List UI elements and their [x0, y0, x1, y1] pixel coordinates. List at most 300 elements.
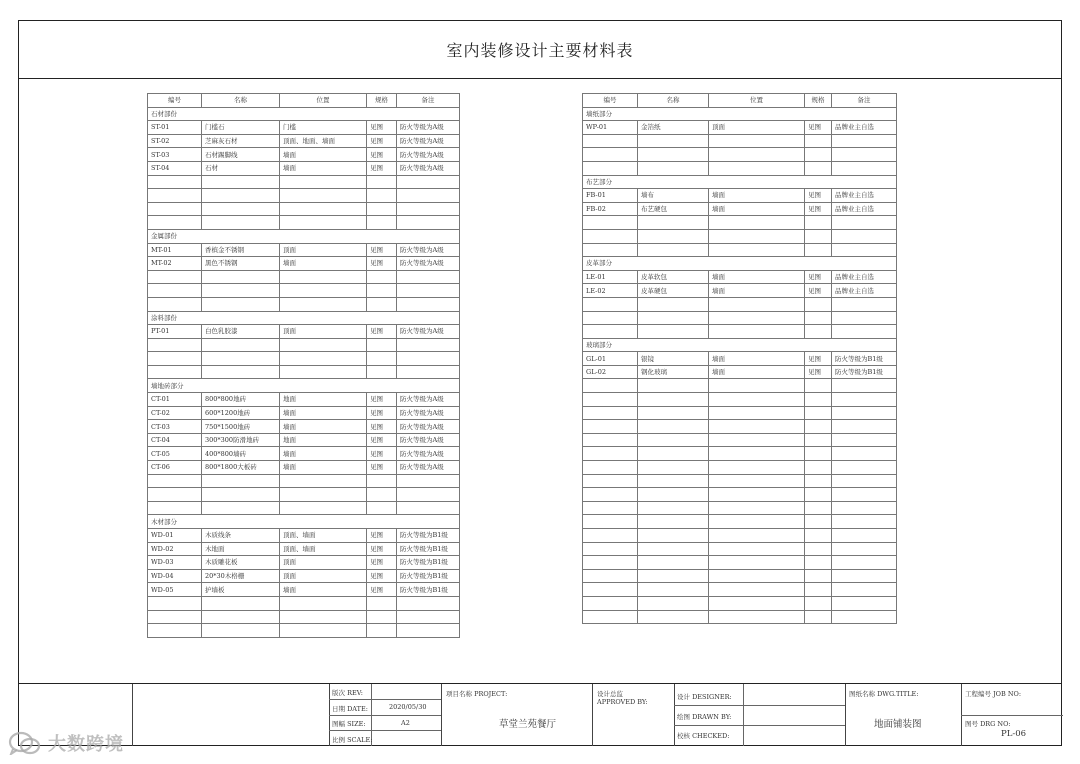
table-row — [148, 420, 460, 434]
column-header: 备注 — [832, 94, 897, 108]
empty-cell — [709, 297, 805, 311]
table-cell: 门槛 — [280, 121, 367, 135]
table-cell: 防火等级为B1级 — [397, 583, 460, 597]
table-cell: 顶面、地面、墙面 — [280, 134, 367, 148]
empty-cell — [805, 515, 832, 529]
blank-row — [148, 202, 460, 216]
empty-cell — [583, 148, 638, 162]
empty-cell — [832, 501, 897, 515]
table-cell: 800*1800大板砖 — [202, 461, 280, 475]
section-row — [148, 107, 460, 121]
blank-row — [583, 542, 897, 556]
empty-cell — [583, 596, 638, 610]
blank-row — [148, 189, 460, 203]
table-cell: 品牌业主自选 — [832, 284, 897, 298]
empty-cell — [638, 556, 709, 570]
table-cell: 木质线条 — [202, 529, 280, 543]
empty-cell — [367, 488, 397, 502]
table-row — [148, 161, 460, 175]
table-cell: 防火等级为B1级 — [832, 352, 897, 366]
table-cell: WD-02 — [148, 542, 202, 556]
empty-cell — [397, 624, 460, 638]
table-cell: LE-01 — [583, 270, 638, 284]
empty-cell — [832, 393, 897, 407]
table-cell: 木地面 — [202, 542, 280, 556]
empty-cell — [805, 433, 832, 447]
dwg-title-label: 图纸名称 DWG.TITLE: — [849, 690, 919, 698]
table-cell: 墙面 — [280, 461, 367, 475]
title-block-divider — [441, 684, 442, 746]
table-cell: 800*800地砖 — [202, 393, 280, 407]
table-cell: 防火等级为A级 — [397, 393, 460, 407]
table-cell: 防火等级为A级 — [397, 161, 460, 175]
column-header: 名称 — [638, 94, 709, 108]
empty-cell — [805, 325, 832, 339]
empty-cell — [805, 311, 832, 325]
blank-row — [583, 325, 897, 339]
empty-cell — [148, 352, 202, 366]
empty-cell — [583, 610, 638, 624]
empty-cell — [638, 569, 709, 583]
table-row — [148, 529, 460, 543]
empty-cell — [280, 189, 367, 203]
table-cell: 墙面 — [280, 406, 367, 420]
empty-cell — [583, 461, 638, 475]
empty-cell — [638, 216, 709, 230]
empty-cell — [805, 420, 832, 434]
empty-cell — [583, 420, 638, 434]
blank-row — [583, 311, 897, 325]
empty-cell — [638, 488, 709, 502]
section-title: 石材部份 — [148, 107, 460, 121]
table-cell: 600*1200地砖 — [202, 406, 280, 420]
empty-cell — [638, 583, 709, 597]
empty-cell — [202, 175, 280, 189]
table-cell: 顶面 — [709, 121, 805, 135]
empty-cell — [709, 379, 805, 393]
empty-cell — [832, 134, 897, 148]
column-header: 编号 — [148, 94, 202, 108]
empty-cell — [280, 216, 367, 230]
empty-cell — [367, 202, 397, 216]
empty-cell — [709, 542, 805, 556]
empty-cell — [709, 229, 805, 243]
empty-cell — [638, 325, 709, 339]
table-cell: 墙面 — [280, 447, 367, 461]
table-cell: GL-02 — [583, 365, 638, 379]
section-title: 玻璃部分 — [583, 338, 897, 352]
table-cell: 银镜 — [638, 352, 709, 366]
section-title: 皮革部分 — [583, 257, 897, 271]
empty-cell — [805, 216, 832, 230]
empty-cell — [397, 297, 460, 311]
table-cell: 见图 — [805, 284, 832, 298]
table-cell: CT-04 — [148, 433, 202, 447]
empty-cell — [638, 406, 709, 420]
empty-cell — [583, 501, 638, 515]
watermark-text: 大数跨境 — [48, 734, 124, 755]
table-cell: GL-01 — [583, 352, 638, 366]
table-cell: 墙面 — [280, 583, 367, 597]
table-cell: 地面 — [280, 433, 367, 447]
empty-cell — [638, 420, 709, 434]
section-row — [148, 515, 460, 529]
table-cell: 墙面 — [280, 148, 367, 162]
table-cell: 墙面 — [709, 365, 805, 379]
table-row — [148, 325, 460, 339]
table-row — [583, 202, 897, 216]
empty-cell — [832, 433, 897, 447]
empty-cell — [709, 325, 805, 339]
blank-row — [583, 596, 897, 610]
empty-cell — [805, 148, 832, 162]
table-cell: FB-02 — [583, 202, 638, 216]
table-cell: 防火等级为A级 — [397, 406, 460, 420]
table-cell: WD-01 — [148, 529, 202, 543]
empty-cell — [583, 325, 638, 339]
empty-cell — [832, 556, 897, 570]
section-row — [583, 175, 897, 189]
empty-cell — [709, 596, 805, 610]
approved-label-cn: 设计总监 — [597, 690, 623, 698]
empty-cell — [367, 175, 397, 189]
empty-cell — [280, 474, 367, 488]
table-cell: 防火等级为A级 — [397, 461, 460, 475]
empty-cell — [202, 596, 280, 610]
empty-cell — [832, 529, 897, 543]
empty-cell — [709, 529, 805, 543]
blank-row — [148, 488, 460, 502]
table-row — [583, 270, 897, 284]
table-cell: 墙面 — [280, 161, 367, 175]
right-table-header-row — [583, 94, 897, 108]
table-cell: 见图 — [805, 121, 832, 135]
empty-cell — [832, 379, 897, 393]
empty-cell — [148, 284, 202, 298]
table-row — [583, 352, 897, 366]
empty-cell — [367, 284, 397, 298]
blank-row — [583, 148, 897, 162]
empty-cell — [583, 556, 638, 570]
table-cell: 防火等级为A级 — [397, 257, 460, 271]
blank-row — [583, 406, 897, 420]
empty-cell — [367, 596, 397, 610]
table-cell: 防火等级为A级 — [397, 420, 460, 434]
table-row — [148, 433, 460, 447]
empty-cell — [583, 433, 638, 447]
blank-row — [148, 216, 460, 230]
table-cell: CT-06 — [148, 461, 202, 475]
empty-cell — [280, 202, 367, 216]
table-cell: 墙面 — [280, 420, 367, 434]
section-row — [148, 379, 460, 393]
empty-cell — [367, 189, 397, 203]
empty-cell — [280, 338, 367, 352]
empty-cell — [583, 134, 638, 148]
job-number-label: 工程编号 JOB NO: — [965, 690, 1022, 698]
section-title: 木材部分 — [148, 515, 460, 529]
empty-cell — [583, 311, 638, 325]
table-cell: 顶面 — [280, 325, 367, 339]
table-cell: PT-01 — [148, 325, 202, 339]
column-header: 位置 — [280, 94, 367, 108]
empty-cell — [583, 243, 638, 257]
empty-cell — [148, 216, 202, 230]
empty-cell — [805, 134, 832, 148]
empty-cell — [148, 297, 202, 311]
project-value: 草堂兰苑餐厅 — [499, 719, 557, 730]
table-cell: 护墙板 — [202, 583, 280, 597]
table-row — [148, 257, 460, 271]
table-row — [148, 134, 460, 148]
table-cell: FB-01 — [583, 189, 638, 203]
empty-cell — [638, 161, 709, 175]
empty-cell — [397, 189, 460, 203]
empty-cell — [638, 297, 709, 311]
table-row — [148, 583, 460, 597]
table-row — [583, 365, 897, 379]
date-value: 2020/05/30 — [389, 703, 427, 711]
table-cell: WP-01 — [583, 121, 638, 135]
empty-cell — [805, 229, 832, 243]
empty-cell — [638, 148, 709, 162]
empty-cell — [805, 501, 832, 515]
blank-row — [583, 393, 897, 407]
blank-row — [583, 216, 897, 230]
empty-cell — [367, 216, 397, 230]
empty-cell — [397, 488, 460, 502]
table-cell: 见图 — [367, 257, 397, 271]
table-cell: 见图 — [805, 365, 832, 379]
empty-cell — [148, 610, 202, 624]
empty-cell — [805, 474, 832, 488]
empty-cell — [583, 161, 638, 175]
title-block — [19, 683, 1061, 745]
column-header: 规格 — [805, 94, 832, 108]
empty-cell — [709, 216, 805, 230]
title-block-divider — [592, 684, 593, 746]
empty-cell — [367, 624, 397, 638]
empty-cell — [280, 610, 367, 624]
blank-row — [583, 243, 897, 257]
table-row — [148, 569, 460, 583]
table-cell: 20*30木格栅 — [202, 569, 280, 583]
table-cell: 见图 — [367, 134, 397, 148]
size-value: A2 — [401, 719, 410, 727]
empty-cell — [202, 202, 280, 216]
table-cell: 墙布 — [638, 189, 709, 203]
empty-cell — [367, 610, 397, 624]
empty-cell — [805, 596, 832, 610]
blank-row — [148, 624, 460, 638]
section-row — [583, 107, 897, 121]
wechat-logo-icon — [8, 731, 42, 755]
empty-cell — [202, 488, 280, 502]
empty-cell — [832, 542, 897, 556]
table-row — [583, 284, 897, 298]
empty-cell — [709, 488, 805, 502]
empty-cell — [583, 488, 638, 502]
date-label: 日期 DATE: — [332, 705, 368, 713]
empty-cell — [583, 229, 638, 243]
table-cell: 香槟金不锈钢 — [202, 243, 280, 257]
table-row — [583, 121, 897, 135]
empty-cell — [202, 284, 280, 298]
table-cell: 墙面 — [709, 284, 805, 298]
empty-cell — [638, 542, 709, 556]
empty-cell — [397, 501, 460, 515]
table-cell: 皮革硬包 — [638, 284, 709, 298]
title-block-divider — [674, 684, 675, 746]
empty-cell — [148, 624, 202, 638]
table-cell: 见图 — [805, 352, 832, 366]
empty-cell — [202, 474, 280, 488]
table-cell: 防火等级为B1级 — [832, 365, 897, 379]
empty-cell — [397, 338, 460, 352]
table-cell: 防火等级为A级 — [397, 121, 460, 135]
empty-cell — [709, 393, 805, 407]
blank-row — [583, 515, 897, 529]
blank-row — [148, 596, 460, 610]
table-cell: 品牌业主自选 — [832, 270, 897, 284]
blank-row — [148, 297, 460, 311]
drawing-number-value: PL-06 — [1001, 729, 1027, 739]
empty-cell — [805, 243, 832, 257]
blank-row — [148, 270, 460, 284]
table-cell: 防火等级为B1级 — [397, 542, 460, 556]
empty-cell — [638, 474, 709, 488]
empty-cell — [832, 596, 897, 610]
empty-cell — [583, 569, 638, 583]
table-cell: 见图 — [367, 148, 397, 162]
blank-row — [583, 501, 897, 515]
blank-row — [583, 447, 897, 461]
table-row — [148, 542, 460, 556]
blank-row — [583, 134, 897, 148]
empty-cell — [583, 447, 638, 461]
empty-cell — [397, 202, 460, 216]
table-cell: 品牌业主自选 — [832, 189, 897, 203]
empty-cell — [709, 501, 805, 515]
empty-cell — [367, 352, 397, 366]
table-cell: 白色乳胶漆 — [202, 325, 280, 339]
empty-cell — [280, 297, 367, 311]
drawing-number-label: 图号 DRG NO: — [965, 720, 1011, 728]
table-cell: 墙面 — [709, 352, 805, 366]
table-cell: ST-01 — [148, 121, 202, 135]
table-cell: 品牌业主自选 — [832, 121, 897, 135]
empty-cell — [805, 406, 832, 420]
empty-cell — [148, 270, 202, 284]
empty-cell — [832, 406, 897, 420]
section-title: 金属部份 — [148, 229, 460, 243]
section-row — [583, 257, 897, 271]
empty-cell — [202, 338, 280, 352]
blank-row — [583, 161, 897, 175]
empty-cell — [709, 569, 805, 583]
empty-cell — [638, 596, 709, 610]
empty-cell — [805, 447, 832, 461]
table-cell: 钢化玻璃 — [638, 365, 709, 379]
empty-cell — [832, 461, 897, 475]
empty-cell — [638, 461, 709, 475]
empty-cell — [583, 379, 638, 393]
empty-cell — [832, 569, 897, 583]
table-cell: 墙面 — [280, 257, 367, 271]
column-header: 名称 — [202, 94, 280, 108]
empty-cell — [397, 474, 460, 488]
project-label: 项目名称 PROJECT: — [446, 690, 508, 698]
blank-row — [148, 352, 460, 366]
table-row — [148, 406, 460, 420]
empty-cell — [709, 406, 805, 420]
table-cell: 皮革软包 — [638, 270, 709, 284]
table-cell: 防火等级为A级 — [397, 325, 460, 339]
table-cell: 顶面、墙面 — [280, 529, 367, 543]
blank-row — [583, 297, 897, 311]
table-cell: 墙面 — [709, 189, 805, 203]
empty-cell — [367, 338, 397, 352]
empty-cell — [709, 433, 805, 447]
empty-cell — [805, 161, 832, 175]
table-cell: 见图 — [367, 406, 397, 420]
empty-cell — [805, 393, 832, 407]
empty-cell — [638, 379, 709, 393]
empty-cell — [832, 447, 897, 461]
empty-cell — [397, 270, 460, 284]
blank-row — [583, 229, 897, 243]
empty-cell — [709, 610, 805, 624]
empty-cell — [397, 365, 460, 379]
section-title: 涂料部份 — [148, 311, 460, 325]
section-title: 布艺部分 — [583, 175, 897, 189]
table-cell: 见图 — [367, 529, 397, 543]
table-cell: 见图 — [367, 393, 397, 407]
empty-cell — [832, 216, 897, 230]
empty-cell — [202, 365, 280, 379]
table-cell: 750*1500地砖 — [202, 420, 280, 434]
blank-row — [583, 379, 897, 393]
empty-cell — [638, 433, 709, 447]
empty-cell — [832, 474, 897, 488]
empty-cell — [638, 393, 709, 407]
table-cell: CT-05 — [148, 447, 202, 461]
empty-cell — [583, 406, 638, 420]
empty-cell — [832, 610, 897, 624]
blank-row — [148, 365, 460, 379]
section-row — [148, 229, 460, 243]
table-cell: 品牌业主自选 — [832, 202, 897, 216]
table-cell: 门槛石 — [202, 121, 280, 135]
table-cell: 见图 — [805, 202, 832, 216]
table-cell: 顶面 — [280, 243, 367, 257]
table-cell: CT-02 — [148, 406, 202, 420]
empty-cell — [805, 461, 832, 475]
blank-row — [148, 474, 460, 488]
empty-cell — [709, 461, 805, 475]
empty-cell — [397, 352, 460, 366]
empty-cell — [709, 474, 805, 488]
empty-cell — [805, 488, 832, 502]
empty-cell — [583, 529, 638, 543]
table-row — [148, 461, 460, 475]
table-cell: ST-03 — [148, 148, 202, 162]
empty-cell — [583, 216, 638, 230]
empty-cell — [709, 161, 805, 175]
empty-cell — [280, 175, 367, 189]
table-cell: 布艺硬包 — [638, 202, 709, 216]
table-cell: 顶面 — [280, 556, 367, 570]
